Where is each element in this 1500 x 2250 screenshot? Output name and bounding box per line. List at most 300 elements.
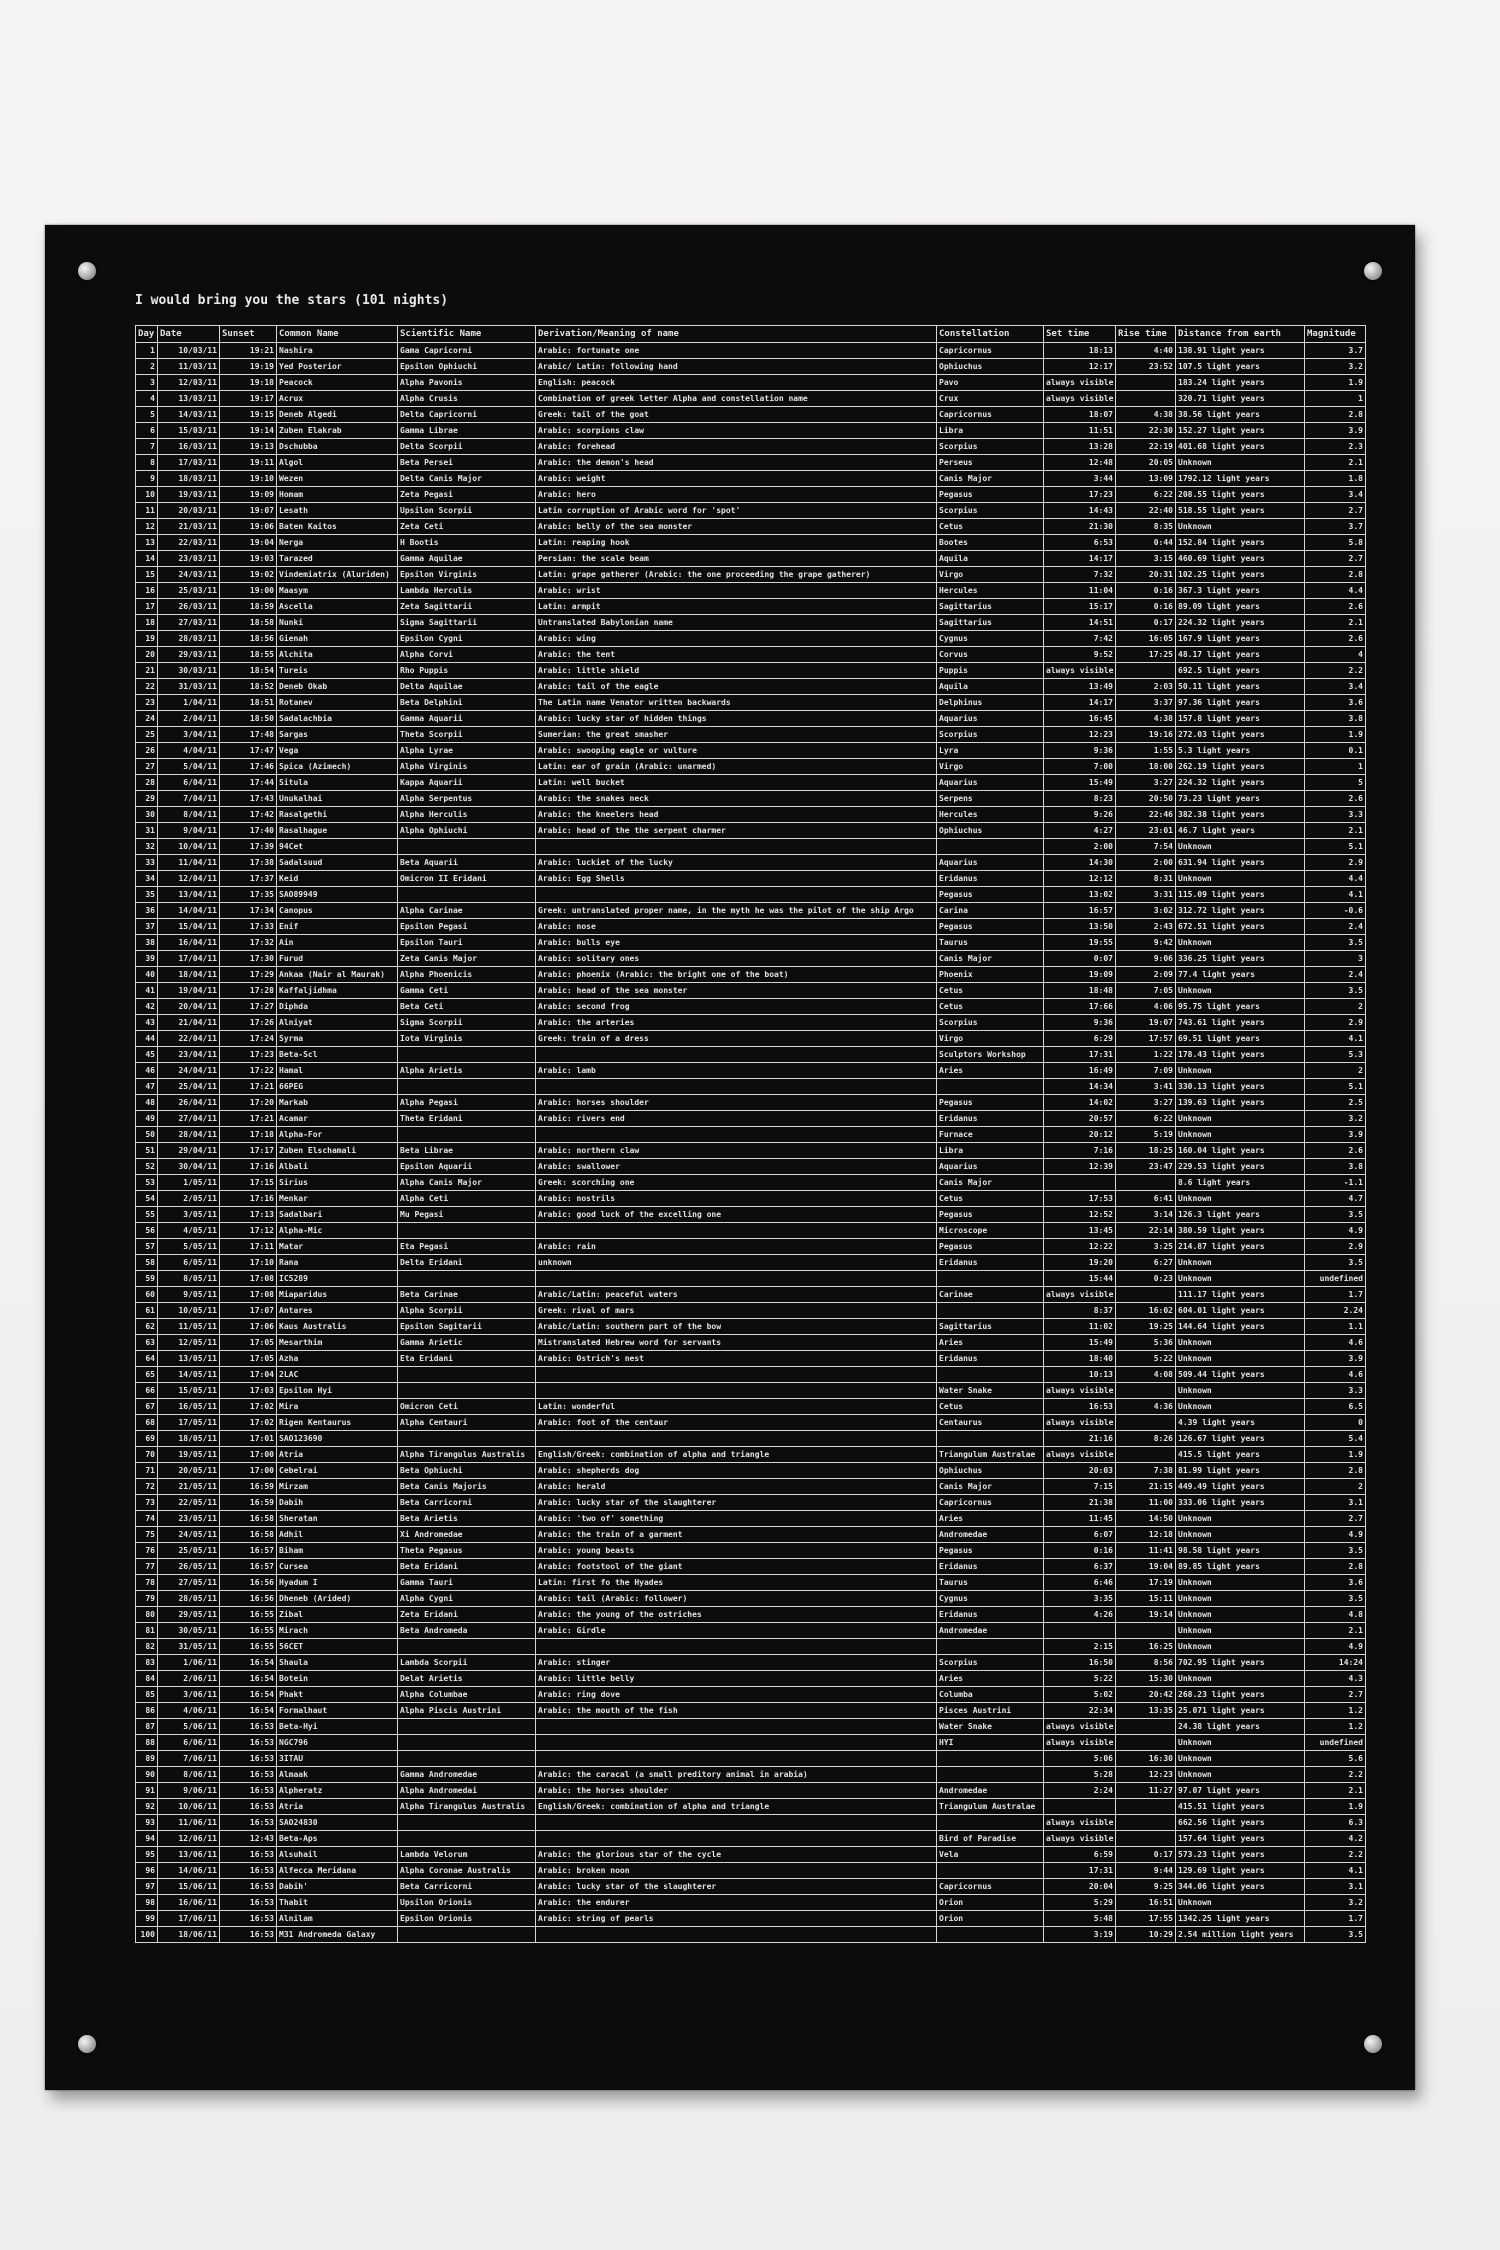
table-cell: Epsilon Virginis	[398, 567, 536, 583]
table-cell: 57	[136, 1239, 158, 1255]
table-cell: 5	[1305, 775, 1366, 791]
table-row	[136, 1175, 1366, 1191]
table-row	[136, 1223, 1366, 1239]
table-cell: 17:13	[220, 1207, 277, 1223]
table-cell: 22:30	[1116, 423, 1176, 439]
table-cell: Adhil	[277, 1527, 398, 1543]
table-cell: 3:14	[1116, 1207, 1176, 1223]
table-cell: 18:58	[220, 615, 277, 631]
table-cell	[398, 1431, 536, 1447]
table-cell: 4	[136, 391, 158, 407]
table-cell: 2	[136, 359, 158, 375]
table-cell: Delphinus	[937, 695, 1044, 711]
table-cell: Deneb Okab	[277, 679, 398, 695]
table-cell: always visible	[1044, 1383, 1116, 1399]
table-cell: 3.4	[1305, 487, 1366, 503]
table-cell: 13/03/11	[158, 391, 220, 407]
table-row	[136, 1671, 1366, 1687]
table-cell: 17:27	[220, 999, 277, 1015]
table-row	[136, 1575, 1366, 1591]
table-cell: 5.8	[1305, 535, 1366, 551]
table-cell: 9:36	[1044, 743, 1116, 759]
table-cell: Eridanus	[937, 1351, 1044, 1367]
table-cell: Scorpius	[937, 1655, 1044, 1671]
table-cell	[398, 1079, 536, 1095]
table-cell: 3.9	[1305, 1351, 1366, 1367]
table-cell: Epsilon Pegasi	[398, 919, 536, 935]
table-cell: 17/05/11	[158, 1415, 220, 1431]
table-cell: 13	[136, 535, 158, 551]
table-cell: 22:14	[1116, 1223, 1176, 1239]
table-cell: 14:50	[1116, 1511, 1176, 1527]
table-cell: always visible	[1044, 663, 1116, 679]
table-cell: 27	[136, 759, 158, 775]
table-cell: 18:54	[220, 663, 277, 679]
table-cell: 9/06/11	[158, 1783, 220, 1799]
table-cell: 25/05/11	[158, 1543, 220, 1559]
table-cell: 17/04/11	[158, 951, 220, 967]
table-cell: 15:17	[1044, 599, 1116, 615]
table-cell	[937, 1431, 1044, 1447]
table-cell: Gamma Andromedae	[398, 1767, 536, 1783]
table-cell: 83	[136, 1655, 158, 1671]
table-cell: 214.87 light years	[1176, 1239, 1305, 1255]
table-cell: Homam	[277, 487, 398, 503]
table-cell: 16:56	[220, 1591, 277, 1607]
table-cell: Arabic/Latin: southern part of the bow	[536, 1319, 937, 1335]
table-cell: Mesarthim	[277, 1335, 398, 1351]
table-cell: 4	[1305, 647, 1366, 663]
table-cell: 139.63 light years	[1176, 1095, 1305, 1111]
table-cell: 18:00	[1116, 759, 1176, 775]
table-row	[136, 1463, 1366, 1479]
table-cell: 18:40	[1044, 1351, 1116, 1367]
black-plaque	[45, 225, 1415, 2090]
table-cell: 3:25	[1116, 1239, 1176, 1255]
table-cell: 5:02	[1044, 1687, 1116, 1703]
screw-top-left	[78, 262, 96, 280]
table-cell: 2:15	[1044, 1639, 1116, 1655]
table-cell: 19/05/11	[158, 1447, 220, 1463]
column-header: Common Name	[277, 326, 398, 343]
table-cell: Libra	[937, 1143, 1044, 1159]
table-cell: 2.7	[1305, 1511, 1366, 1527]
table-cell: Gamma Ceti	[398, 983, 536, 999]
table-cell: Untranslated Babylonian name	[536, 615, 937, 631]
table-cell: 19/03/11	[158, 487, 220, 503]
table-cell: Sadalachbia	[277, 711, 398, 727]
table-cell: 1.9	[1305, 1799, 1366, 1815]
table-cell: 367.3 light years	[1176, 583, 1305, 599]
table-cell: Greek: train of a dress	[536, 1031, 937, 1047]
table-cell: Furnace	[937, 1127, 1044, 1143]
table-cell: 16:58	[220, 1527, 277, 1543]
table-cell: 0:17	[1116, 1847, 1176, 1863]
table-cell: Beta Ophiuchi	[398, 1463, 536, 1479]
table-row	[136, 1415, 1366, 1431]
table-cell: 19:04	[220, 535, 277, 551]
table-cell: Unknown	[1176, 935, 1305, 951]
table-cell: Persian: the scale beam	[536, 551, 937, 567]
table-cell: 1792.12 light years	[1176, 471, 1305, 487]
table-cell: 17:66	[1044, 999, 1116, 1015]
column-header: Scientific Name	[398, 326, 536, 343]
table-cell: Cursea	[277, 1559, 398, 1575]
table-cell: 115.09 light years	[1176, 887, 1305, 903]
table-cell: 460.69 light years	[1176, 551, 1305, 567]
table-cell: Rotanev	[277, 695, 398, 711]
table-cell: 10:13	[1044, 1367, 1116, 1383]
table-cell: Alpha Carinae	[398, 903, 536, 919]
table-cell	[1116, 1799, 1176, 1815]
table-cell	[536, 1383, 937, 1399]
table-cell: Unknown	[1176, 1351, 1305, 1367]
table-cell: 4.39 light years	[1176, 1415, 1305, 1431]
table-cell: Markab	[277, 1095, 398, 1111]
table-cell: Unukalhai	[277, 791, 398, 807]
table-cell: unknown	[536, 1255, 937, 1271]
table-cell: English/Greek: combination of alpha and triangle	[536, 1799, 937, 1815]
table-cell: 5.3	[1305, 1047, 1366, 1063]
table-cell	[398, 1127, 536, 1143]
table-cell: Arabic: scorpions claw	[536, 423, 937, 439]
table-cell: Arabic: northern claw	[536, 1143, 937, 1159]
table-cell	[536, 1815, 937, 1831]
table-cell: 1.8	[1305, 471, 1366, 487]
table-cell: Greek: untranslated proper name, in the myth he was the pilot of the ship Argo	[536, 903, 937, 919]
table-row	[136, 1063, 1366, 1079]
table-cell: 7:15	[1044, 1479, 1116, 1495]
table-cell: 26/05/11	[158, 1559, 220, 1575]
table-row	[136, 1639, 1366, 1655]
table-cell: 11:00	[1116, 1495, 1176, 1511]
table-cell: 604.01 light years	[1176, 1303, 1305, 1319]
table-cell: Alpha Coronae Australis	[398, 1863, 536, 1879]
table-cell: 100	[136, 1927, 158, 1943]
table-cell: 21/05/11	[158, 1479, 220, 1495]
table-cell: 17:08	[220, 1271, 277, 1287]
table-cell: Latin: ear of grain (Arabic: unarmed)	[536, 759, 937, 775]
table-cell: Arabic: the snakes neck	[536, 791, 937, 807]
table-cell: Arabic: belly of the sea monster	[536, 519, 937, 535]
table-cell: Perseus	[937, 455, 1044, 471]
table-cell: Canis Major	[937, 1479, 1044, 1495]
table-cell: Capricornus	[937, 407, 1044, 423]
table-cell: 129.69 light years	[1176, 1863, 1305, 1879]
table-cell: Combination of greek letter Alpha and constellation name	[536, 391, 937, 407]
table-cell: 17:12	[220, 1223, 277, 1239]
table-cell: Bird of Paradise	[937, 1831, 1044, 1847]
table-cell: Sirius	[277, 1175, 398, 1191]
table-cell: 37	[136, 919, 158, 935]
table-cell: Shaula	[277, 1655, 398, 1671]
table-cell	[398, 1815, 536, 1831]
table-cell: Sadalsuud	[277, 855, 398, 871]
table-cell: 49	[136, 1111, 158, 1127]
table-cell: 2.1	[1305, 1783, 1366, 1799]
table-row	[136, 1079, 1366, 1095]
table-cell: 62	[136, 1319, 158, 1335]
table-cell: Kaus Australis	[277, 1319, 398, 1335]
table-cell: 56	[136, 1223, 158, 1239]
table-cell: 19:15	[220, 407, 277, 423]
table-cell: Arabic: wing	[536, 631, 937, 647]
table-cell	[536, 1751, 937, 1767]
table-cell: Unknown	[1176, 1527, 1305, 1543]
table-cell	[398, 1751, 536, 1767]
table-row	[136, 775, 1366, 791]
table-cell: 0:16	[1044, 1543, 1116, 1559]
table-cell: Sargas	[277, 727, 398, 743]
table-cell: Canis Major	[937, 471, 1044, 487]
table-cell: 47	[136, 1079, 158, 1095]
table-cell: 58	[136, 1255, 158, 1271]
table-cell: 3.7	[1305, 343, 1366, 359]
table-cell	[937, 1271, 1044, 1287]
table-cell: 89.09 light years	[1176, 599, 1305, 615]
table-cell: Arabic: little belly	[536, 1671, 937, 1687]
table-cell: 77	[136, 1559, 158, 1575]
table-cell: 20:12	[1044, 1127, 1116, 1143]
table-cell: Arabic: horses shoulder	[536, 1095, 937, 1111]
table-cell: Vindemiatrix (Aluriden)	[277, 567, 398, 583]
table-cell: 4.6	[1305, 1335, 1366, 1351]
table-cell	[1116, 1623, 1176, 1639]
table-cell: 17:21	[220, 1079, 277, 1095]
table-cell: 8/04/11	[158, 807, 220, 823]
table-cell: Alfecca Meridana	[277, 1863, 398, 1879]
table-cell	[398, 1223, 536, 1239]
table-cell: Alpha Ceti	[398, 1191, 536, 1207]
table-cell: Sagittarius	[937, 1319, 1044, 1335]
table-cell: 3.3	[1305, 807, 1366, 823]
table-cell: 14	[136, 551, 158, 567]
table-cell: 17:46	[220, 759, 277, 775]
table-cell: 6:22	[1116, 487, 1176, 503]
table-cell: 15:49	[1044, 775, 1116, 791]
table-cell	[1116, 663, 1176, 679]
table-cell: 76	[136, 1543, 158, 1559]
table-cell: Hyadum I	[277, 1575, 398, 1591]
table-cell: Unknown	[1176, 1511, 1305, 1527]
table-cell: 98.58 light years	[1176, 1543, 1305, 1559]
table-cell: 692.5 light years	[1176, 663, 1305, 679]
table-cell: 1.7	[1305, 1911, 1366, 1927]
table-cell: 662.56 light years	[1176, 1815, 1305, 1831]
table-row	[136, 743, 1366, 759]
table-cell: 26/03/11	[158, 599, 220, 615]
table-cell: 23/04/11	[158, 1047, 220, 1063]
table-cell: 16/06/11	[158, 1895, 220, 1911]
table-cell: Taurus	[937, 935, 1044, 951]
table-cell: 0:07	[1044, 951, 1116, 967]
table-cell: Beta Aquarii	[398, 855, 536, 871]
table-cell: 152.27 light years	[1176, 423, 1305, 439]
table-cell: 3.8	[1305, 1159, 1366, 1175]
table-cell: Latin: armpit	[536, 599, 937, 615]
table-cell: 16:53	[220, 1879, 277, 1895]
table-cell: 16:54	[220, 1703, 277, 1719]
table-cell: Alsuhail	[277, 1847, 398, 1863]
table-cell: Sigma Scorpii	[398, 1015, 536, 1031]
table-cell: 2.8	[1305, 567, 1366, 583]
table-cell: 15:30	[1116, 1671, 1176, 1687]
table-cell: 36	[136, 903, 158, 919]
table-cell: 14:17	[1044, 695, 1116, 711]
table-cell: Alpha Scorpii	[398, 1303, 536, 1319]
table-cell: Aries	[937, 1671, 1044, 1687]
table-cell: 96	[136, 1863, 158, 1879]
table-cell: 17:37	[220, 871, 277, 887]
table-cell: 53	[136, 1175, 158, 1191]
table-cell: 64	[136, 1351, 158, 1367]
table-cell: 10	[136, 487, 158, 503]
table-cell: Arabic: the horses shoulder	[536, 1783, 937, 1799]
table-cell: 95.75 light years	[1176, 999, 1305, 1015]
table-cell: 30/03/11	[158, 663, 220, 679]
table-cell: Latin corruption of Arabic word for 'spot'	[536, 503, 937, 519]
table-cell: Arabic: wrist	[536, 583, 937, 599]
table-cell	[1116, 1831, 1176, 1847]
table-cell: 5	[136, 407, 158, 423]
table-cell: Upsilon Scorpii	[398, 503, 536, 519]
table-cell: 16:45	[1044, 711, 1116, 727]
table-cell: 2	[1305, 999, 1366, 1015]
table-cell: Unknown	[1176, 1383, 1305, 1399]
table-cell: 50.11 light years	[1176, 679, 1305, 695]
table-cell: Pavo	[937, 375, 1044, 391]
table-cell: 449.49 light years	[1176, 1479, 1305, 1495]
table-cell: 14:30	[1044, 855, 1116, 871]
table-row	[136, 1303, 1366, 1319]
table-cell: 17:15	[220, 1175, 277, 1191]
table-cell: Arabic: string of pearls	[536, 1911, 937, 1927]
table-cell: Rigen Kentaurus	[277, 1415, 398, 1431]
table-cell: 22:46	[1116, 807, 1176, 823]
table-cell: 16:58	[220, 1511, 277, 1527]
table-cell: Arabic: head of the the serpent charmer	[536, 823, 937, 839]
table-cell: 3.7	[1305, 519, 1366, 535]
table-cell: 81.99 light years	[1176, 1463, 1305, 1479]
table-cell: 5:06	[1044, 1751, 1116, 1767]
table-cell: Mira	[277, 1399, 398, 1415]
table-cell: 19:11	[220, 455, 277, 471]
table-cell: Arabic: the mouth of the fish	[536, 1703, 937, 1719]
table-cell	[398, 1367, 536, 1383]
table-cell: 90	[136, 1767, 158, 1783]
table-cell: 22/03/11	[158, 535, 220, 551]
table-row	[136, 583, 1366, 599]
table-cell: 43	[136, 1015, 158, 1031]
table-cell: Unknown	[1176, 1127, 1305, 1143]
table-cell: 88	[136, 1735, 158, 1751]
table-row	[136, 1447, 1366, 1463]
table-cell: Alpha Canis Major	[398, 1175, 536, 1191]
table-cell: 6:37	[1044, 1559, 1116, 1575]
table-cell: Lambda Scorpii	[398, 1655, 536, 1671]
table-cell: Miaparidus	[277, 1287, 398, 1303]
table-cell: 3:02	[1116, 903, 1176, 919]
table-cell: 16:57	[220, 1559, 277, 1575]
table-cell: 27/03/11	[158, 615, 220, 631]
table-cell: 23:47	[1116, 1159, 1176, 1175]
table-cell: 167.9 light years	[1176, 631, 1305, 647]
table-cell: 17:44	[220, 775, 277, 791]
table-cell: Ascella	[277, 599, 398, 615]
table-cell: 21/04/11	[158, 1015, 220, 1031]
table-cell: Atria	[277, 1799, 398, 1815]
table-cell: 20/04/11	[158, 999, 220, 1015]
table-cell: 16:54	[220, 1671, 277, 1687]
table-cell: 330.13 light years	[1176, 1079, 1305, 1095]
table-cell: Latin: wonderful	[536, 1399, 937, 1415]
table-cell	[398, 1735, 536, 1751]
table-cell: 6:07	[1044, 1527, 1116, 1543]
table-cell: Phakt	[277, 1687, 398, 1703]
table-cell: Pegasus	[937, 919, 1044, 935]
table-cell: Arabic: footstool of the giant	[536, 1559, 937, 1575]
table-cell	[536, 1367, 937, 1383]
table-cell: 28/04/11	[158, 1127, 220, 1143]
table-cell: 2/04/11	[158, 711, 220, 727]
table-cell: 13:28	[1044, 439, 1116, 455]
table-cell: Kaffaljidhma	[277, 983, 398, 999]
table-cell	[398, 1047, 536, 1063]
table-cell: 31/03/11	[158, 679, 220, 695]
table-cell: 55	[136, 1207, 158, 1223]
table-cell: 312.72 light years	[1176, 903, 1305, 919]
table-cell: 5.4	[1305, 1431, 1366, 1447]
table-cell: 17:32	[220, 935, 277, 951]
table-cell: 4.7	[1305, 1191, 1366, 1207]
table-cell: Zeta Sagittarii	[398, 599, 536, 615]
table-cell: 13/04/11	[158, 887, 220, 903]
table-cell: 30/05/11	[158, 1623, 220, 1639]
table-cell: 33	[136, 855, 158, 871]
table-cell: 5:48	[1044, 1911, 1116, 1927]
table-cell: 3:27	[1116, 775, 1176, 791]
table-cell: Epsilon Orionis	[398, 1911, 536, 1927]
table-cell: 29/05/11	[158, 1607, 220, 1623]
table-cell: Arabic: luckiet of the lucky	[536, 855, 937, 871]
table-cell: 1/04/11	[158, 695, 220, 711]
table-cell: 4.6	[1305, 1367, 1366, 1383]
table-cell: Arabic: lucky star of the slaughterer	[536, 1879, 937, 1895]
table-cell: Yed Posterior	[277, 359, 398, 375]
table-cell: Hercules	[937, 583, 1044, 599]
table-cell: 5:29	[1044, 1895, 1116, 1911]
table-cell: 2:43	[1116, 919, 1176, 935]
table-row	[136, 1895, 1366, 1911]
table-cell: Omicron Ceti	[398, 1399, 536, 1415]
table-cell: 39	[136, 951, 158, 967]
table-row	[136, 1111, 1366, 1127]
table-cell: 4.1	[1305, 1031, 1366, 1047]
table-cell: 3/04/11	[158, 727, 220, 743]
table-row	[136, 1863, 1366, 1879]
table-cell: undefined	[1305, 1271, 1366, 1287]
table-cell: Alpha Herculis	[398, 807, 536, 823]
table-cell: 19	[136, 631, 158, 647]
table-cell: 16:53	[1044, 1399, 1116, 1415]
table-cell: Baten Kaitos	[277, 519, 398, 535]
column-header: Magnitude	[1305, 326, 1366, 343]
table-cell: 19:20	[1044, 1255, 1116, 1271]
table-cell: 4:38	[1116, 711, 1176, 727]
table-cell: Arabic: swooping eagle or vulture	[536, 743, 937, 759]
table-cell: Wezen	[277, 471, 398, 487]
table-cell: 20:04	[1044, 1879, 1116, 1895]
